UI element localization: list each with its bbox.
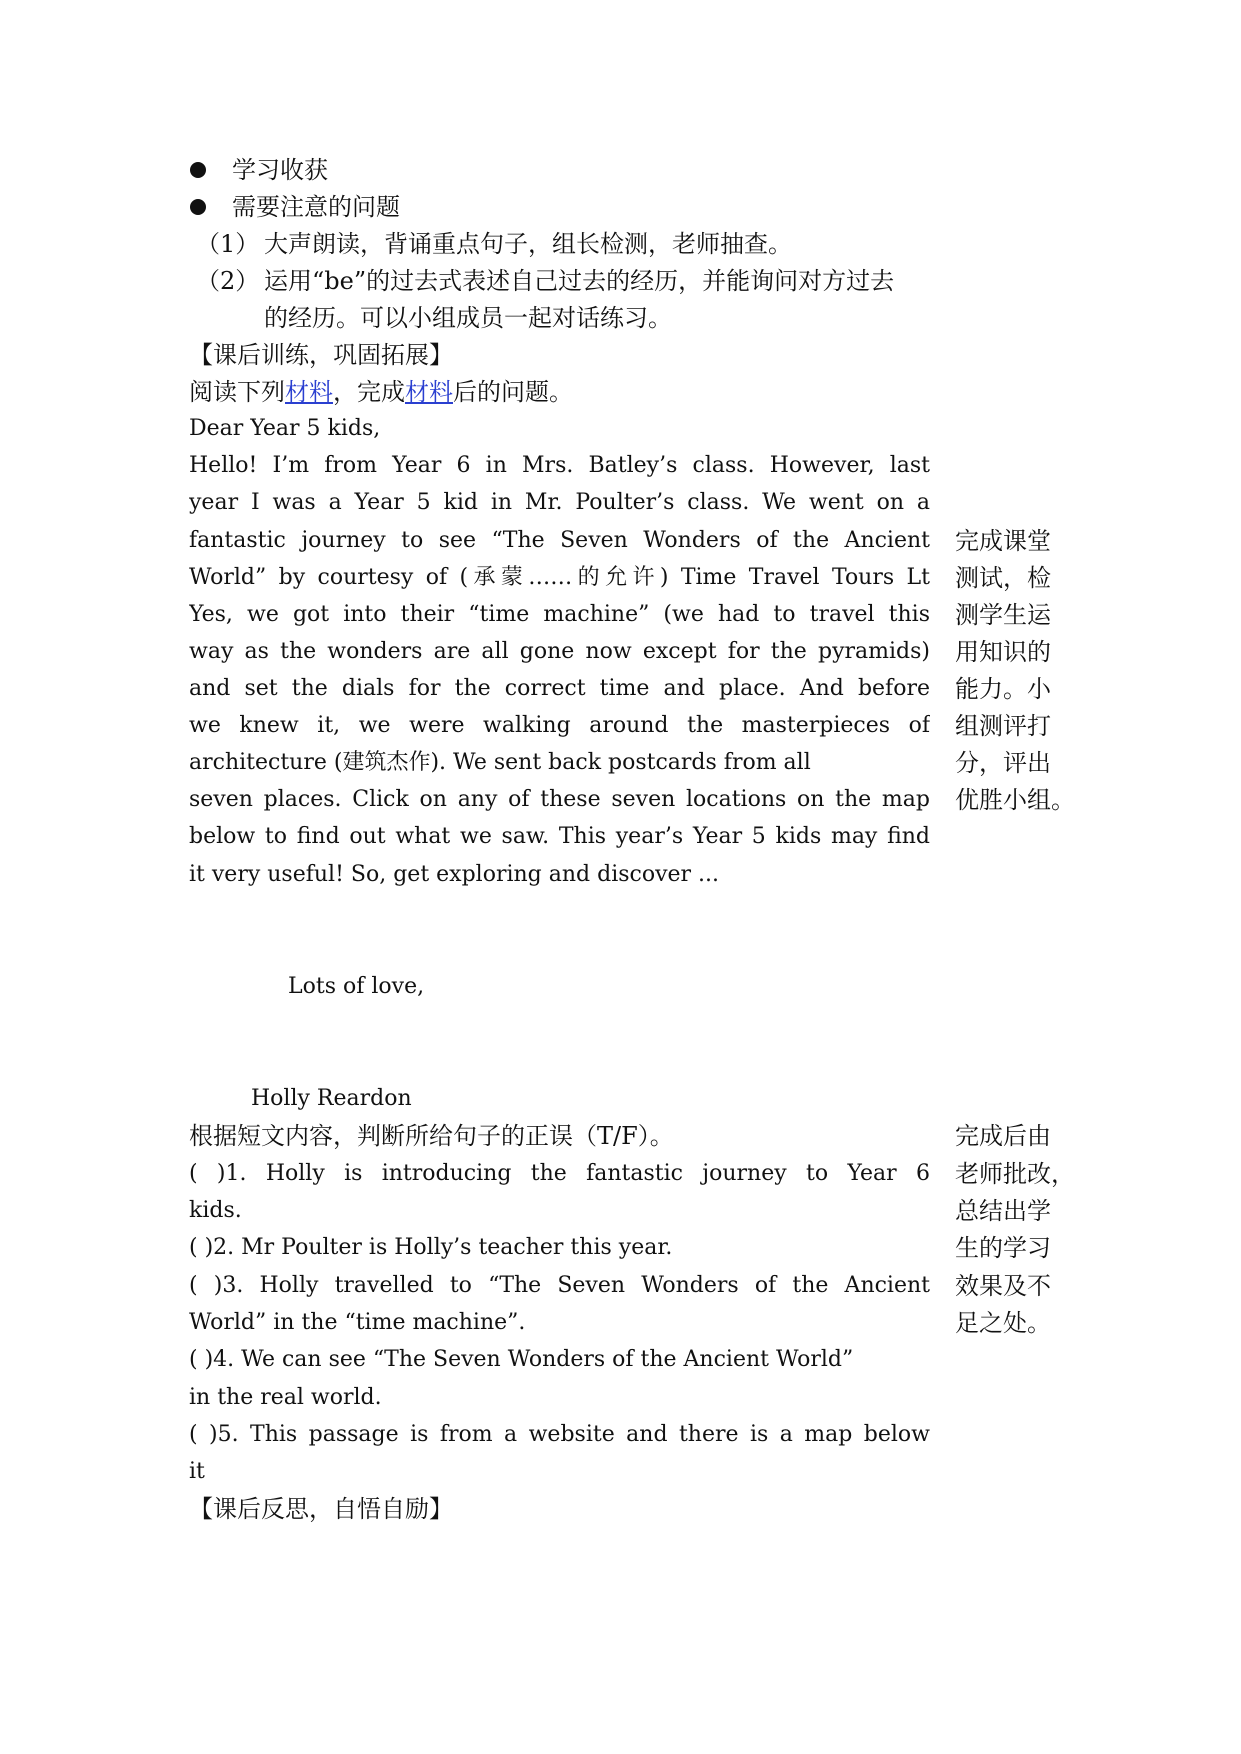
side-note-line: 优胜小组。 [955,786,1075,814]
question-line: ( )3. Holly travelled to “The Seven Wonders of the Ancient [189,1273,930,1298]
letter-line: Hello! I’m from Year 6 in Mrs. Batley’s class. However, last [189,453,930,478]
section-heading: 【课后训练，巩固拓展】 [189,341,453,369]
letter-line: year I was a Year 5 kid in Mr. Poulter’s class. We went on a [189,490,930,515]
letter-line: seven places. Click on any of these seven locations on the map [189,787,930,812]
side-note-line: 组测评打 [955,712,1051,740]
tf-instruction: 根据短文内容，判断所给句子的正误（T/F）。 [189,1122,674,1150]
numbered-index: （2） [196,267,260,295]
bullet-item: 学习收获 [232,156,328,184]
side-note-line: 完成课堂 [955,527,1051,555]
side-note-line: 足之处。 [955,1309,1051,1337]
letter-line: and set the dials for the correct time and place. And before [189,676,930,701]
question-line: World” in the “time machine”. [189,1310,526,1335]
question-line: ( )5. This passage is from a website and there is a map below [189,1422,930,1447]
numbered-text: 运用“be”的过去式表述自己过去的经历，并能询问对方过去 [264,267,895,295]
bullet-dot [190,199,206,215]
bullet-item: 需要注意的问题 [232,193,400,221]
material-link[interactable]: 材料 [405,378,453,406]
question-line: ( )2. Mr Poulter is Holly’s teacher this year. [189,1235,673,1260]
side-note-line: 测试，检 [955,564,1051,592]
question-line: kids. [189,1198,242,1223]
letter-line: Yes, we got into their “time machine” (we had to travel this [189,602,930,627]
side-note-line: 能力。小 [955,675,1051,703]
letter-line: fantastic journey to see “The Seven Wonders of the Ancient [189,528,930,553]
letter-line: architecture (建筑杰作). We sent back postcards from all [189,750,811,775]
letter-line: World” by courtesy of (承蒙……的允许) Time Travel Tours Lt [189,565,930,590]
side-note-line: 生的学习 [955,1234,1051,1262]
bullet-dot [190,162,206,178]
question-line: it [189,1459,205,1484]
numbered-index: （1） [196,230,260,258]
side-note-line: 完成后由 [955,1122,1051,1150]
letter-closing: Lots of love, [288,974,425,999]
letter-line: way as the wonders are all gone now except for the pyramids) [189,639,930,664]
letter-line: below to find out what we saw. This year’s Year 5 kids may find [189,824,930,849]
section-heading: 【课后反思，自悟自励】 [189,1495,453,1523]
question-line: in the real world. [189,1385,382,1410]
letter-signature: Holly Reardon [251,1086,412,1111]
material-link[interactable]: 材料 [285,378,333,406]
reading-instruction [189,378,573,406]
side-note-line: 老师批改， [955,1160,1075,1188]
instruction-text: 后的问题。 [453,378,573,406]
side-note-line: 测学生运 [955,601,1051,629]
letter-line: we knew it, we were walking around the masterpieces of [189,713,930,738]
letter-greeting: Dear Year 5 kids, [189,416,381,441]
numbered-text: 大声朗读，背诵重点句子，组长检测，老师抽查。 [264,230,792,258]
side-note-line: 效果及不 [955,1272,1051,1300]
letter-line: it very useful! So, get exploring and discover ... [189,862,720,887]
instruction-text: ，完成 [333,378,405,406]
question-line: ( )4. We can see “The Seven Wonders of the Ancient World” [189,1347,854,1372]
side-note-line: 用知识的 [955,638,1051,666]
numbered-text: 的经历。可以小组成员一起对话练习。 [264,304,672,332]
side-note-line: 分，评出 [955,749,1051,777]
instruction-text: 阅读下列 [189,378,285,406]
side-note-line: 总结出学 [955,1197,1051,1225]
question-line: ( )1. Holly is introducing the fantastic journey to Year 6 [189,1161,930,1186]
